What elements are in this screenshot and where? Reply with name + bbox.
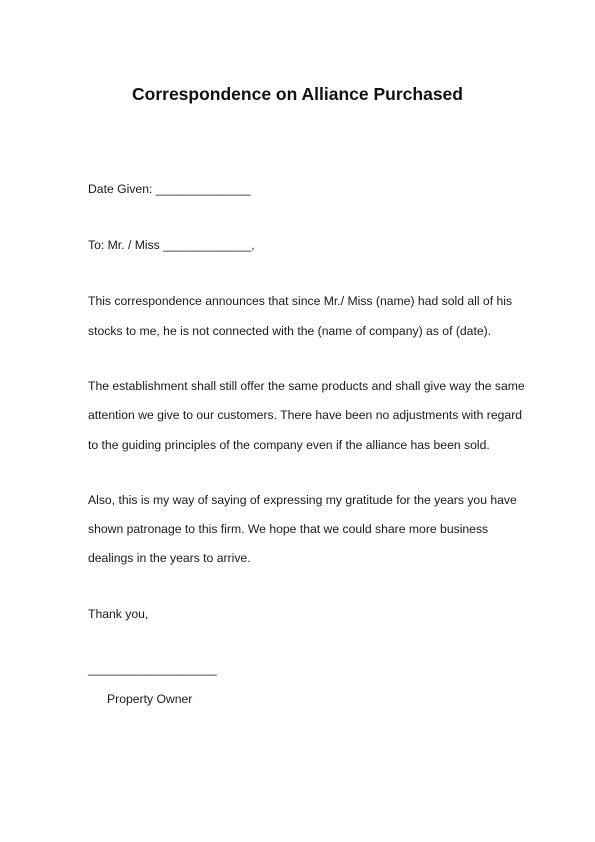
document-title: Correspondence on Alliance Purchased bbox=[132, 84, 463, 104]
paragraph-3-line-1: Also, this is my way of saying of expressing my gratitude for the years you have bbox=[88, 493, 517, 507]
signer-title: Property Owner bbox=[107, 692, 193, 706]
recipient-line: To: Mr. / Miss _____________, bbox=[88, 238, 255, 252]
paragraph-3-line-3: dealings in the years to arrive. bbox=[88, 551, 251, 565]
closing-line: Thank you, bbox=[88, 607, 149, 621]
paragraph-2-line-2: attention we give to our customers. There have been no adjustments with regard bbox=[88, 408, 523, 422]
paragraph-2-line-1: The establishment shall still offer the same products and shall give way the same bbox=[88, 379, 525, 393]
paragraph-2-line-3: to the guiding principles of the company even if the alliance has been sold. bbox=[88, 438, 490, 452]
signature-line: ___________________ bbox=[88, 662, 217, 676]
paragraph-3-line-2: shown patronage to this firm. We hope that we could share more business bbox=[88, 522, 489, 536]
date-given-line: Date Given: ______________ bbox=[88, 182, 251, 196]
paragraph-1-line-2: stocks to me, he is not connected with the (name of company) as of (date). bbox=[88, 324, 492, 338]
paragraph-1-line-1: This correspondence announces that since Mr./ Miss (name) had sold all of his bbox=[88, 294, 513, 308]
